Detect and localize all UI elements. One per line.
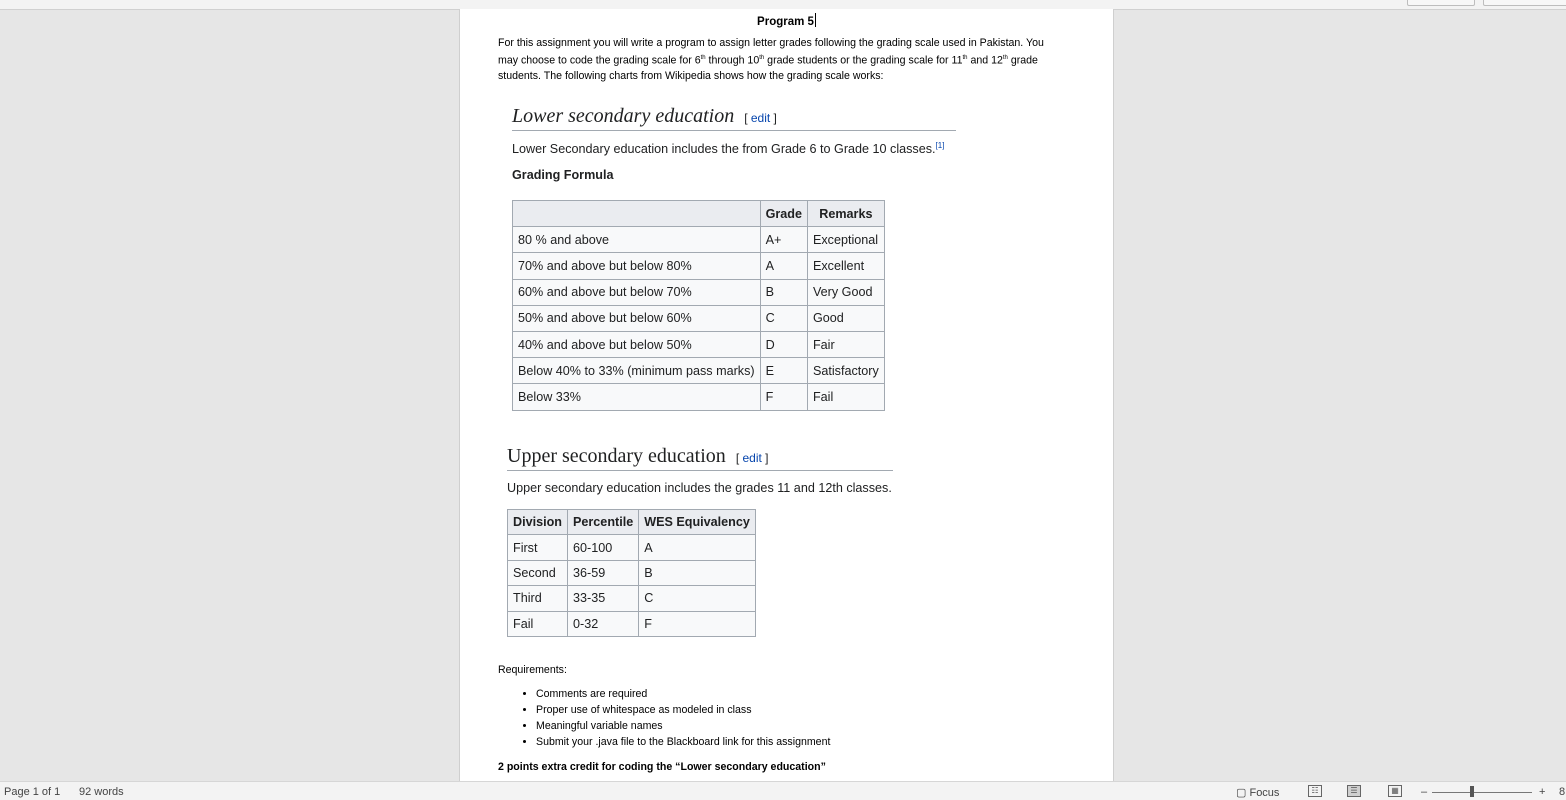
table-cell: C: [639, 586, 756, 611]
table-cell: Fail: [807, 384, 884, 410]
table-header-row: [513, 201, 885, 227]
table-header-row: [508, 510, 756, 535]
status-bar: [0, 781, 1566, 800]
focus-icon: ▢: [1236, 787, 1247, 799]
table-cell: 70% and above but below 80%: [513, 253, 761, 279]
table-cell: Satisfactory: [807, 358, 884, 384]
edit-link[interactable]: [ edit ]: [744, 111, 777, 125]
ribbon-button[interactable]: [1483, 0, 1566, 6]
table-row: [508, 611, 756, 636]
table-cell: Very Good: [807, 279, 884, 305]
column-header: [513, 201, 761, 227]
zoom-in-button[interactable]: +: [1539, 786, 1546, 798]
list-item: • Comments are required: [536, 686, 830, 702]
requirements-section: [498, 664, 830, 750]
extra-credit-text: 2 points extra credit for coding the “Lower secondary education”: [498, 761, 826, 773]
table-row: [513, 253, 885, 279]
table-cell: A+: [760, 227, 807, 253]
table-cell: 40% and above but below 50%: [513, 331, 761, 357]
column-header: Grade: [760, 201, 807, 227]
upper-secondary-description: Upper secondary education includes the grades 11 and 12th classes.: [507, 481, 892, 495]
list-item: • Submit your .java file to the Blackboard link for this assignment: [536, 734, 830, 750]
table-cell: 33-35: [568, 586, 639, 611]
list-item: • Proper use of whitespace as modeled in class: [536, 702, 830, 718]
table-cell: 36-59: [568, 560, 639, 585]
table-cell: Below 33%: [513, 384, 761, 410]
column-header: Division: [508, 510, 568, 535]
requirements-list: [498, 686, 830, 750]
upper-secondary-section: [507, 445, 893, 495]
table-cell: C: [760, 305, 807, 331]
upper-secondary-table-wrap: [507, 509, 756, 637]
grading-formula-label: Grading Formula: [512, 168, 614, 183]
column-header: Percentile: [568, 510, 639, 535]
lower-secondary-description: Lower Secondary education includes the from Grade 6 to Grade 10 classes.[1]: [512, 141, 945, 157]
document-page[interactable]: [459, 9, 1114, 781]
table-cell: 60-100: [568, 535, 639, 560]
edit-link[interactable]: [ edit ]: [735, 451, 769, 465]
zoom-slider-track[interactable]: [1432, 792, 1532, 793]
table-cell: 50% and above but below 60%: [513, 305, 761, 331]
table-cell: Third: [508, 586, 568, 611]
read-mode-icon[interactable]: ☷: [1308, 785, 1322, 797]
intro-paragraph: For this assignment you will write a program to assign letter grades following the grading scale used in Pakistan. You may choose to code the grading scale for 6th through 10th grade students or the grading scale for 11th and 12th grade students. The following charts from Wikipedia shows how the grading scale works:: [498, 37, 1044, 83]
table-row: [513, 384, 885, 410]
table-cell: A: [639, 535, 756, 560]
column-header: WES Equivalency: [639, 510, 756, 535]
table-row: [513, 279, 885, 305]
grading-formula-table-wrap: [512, 200, 885, 411]
focus-button[interactable]: ▢ Focus: [1236, 787, 1280, 799]
lower-secondary-heading: Lower secondary education [ edit ]: [512, 105, 956, 131]
word-count[interactable]: 92 words: [79, 786, 124, 798]
zoom-slider-thumb[interactable]: [1470, 786, 1474, 797]
document-title: Program 5: [460, 13, 1113, 28]
table-cell: B: [639, 560, 756, 585]
zoom-out-button[interactable]: –: [1421, 786, 1428, 798]
table-cell: B: [760, 279, 807, 305]
table-cell: Excellent: [807, 253, 884, 279]
table-row: [508, 586, 756, 611]
requirements-label: Requirements:: [498, 664, 567, 676]
table-row: [513, 305, 885, 331]
upper-secondary-table: [507, 509, 756, 637]
table-row: [513, 358, 885, 384]
table-cell: Good: [807, 305, 884, 331]
reference-link[interactable]: [1]: [935, 141, 945, 150]
lower-secondary-section: [512, 105, 956, 182]
print-layout-icon[interactable]: ☰: [1347, 785, 1361, 797]
table-cell: E: [760, 358, 807, 384]
table-cell: Fair: [807, 331, 884, 357]
page-count[interactable]: Page 1 of 1: [4, 786, 61, 798]
table-cell: A: [760, 253, 807, 279]
table-cell: Fail: [508, 611, 568, 636]
grading-formula-table: [512, 200, 885, 411]
table-cell: Exceptional: [807, 227, 884, 253]
upper-secondary-heading: Upper secondary education [ edit ]: [507, 445, 893, 471]
table-cell: F: [760, 384, 807, 410]
table-cell: First: [508, 535, 568, 560]
table-cell: Below 40% to 33% (minimum pass marks): [513, 358, 761, 384]
table-row: [513, 331, 885, 357]
web-layout-icon[interactable]: ▦: [1388, 785, 1402, 797]
table-row: [508, 560, 756, 585]
table-cell: D: [760, 331, 807, 357]
table-cell: Second: [508, 560, 568, 585]
zoom-level[interactable]: 8: [1559, 786, 1566, 798]
column-header: Remarks: [807, 201, 884, 227]
text-cursor: [815, 13, 816, 27]
table-row: [513, 227, 885, 253]
table-cell: 80 % and above: [513, 227, 761, 253]
table-cell: 60% and above but below 70%: [513, 279, 761, 305]
table-row: [508, 535, 756, 560]
table-cell: F: [639, 611, 756, 636]
ribbon-button[interactable]: [1407, 0, 1475, 6]
list-item: • Meaningful variable names: [536, 718, 830, 734]
table-cell: 0-32: [568, 611, 639, 636]
